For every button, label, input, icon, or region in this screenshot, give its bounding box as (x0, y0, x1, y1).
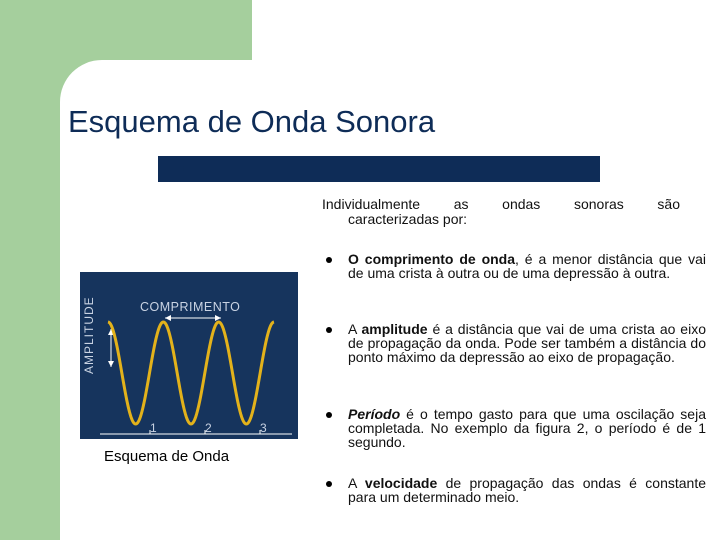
slide-title: Esquema de Onda Sonora (68, 104, 436, 139)
tick-label-2: 2 (205, 421, 212, 435)
figure-caption: Esquema de Onda (104, 448, 230, 465)
bullet-dot (326, 257, 332, 263)
wave-diagram-background (80, 272, 298, 439)
bullet-wavelength (322, 252, 706, 280)
bullet-amplitude (322, 322, 706, 364)
title-bar-rounded-end (158, 156, 184, 182)
green-side-band (0, 0, 60, 540)
tick-label-3: 3 (260, 421, 267, 435)
bullet-dot (326, 327, 332, 333)
title-underline-bar (158, 156, 600, 182)
bullet-text: de propagação das ondas é constante para um determinado meio. (348, 475, 706, 505)
term-amplitude: amplitude (361, 321, 428, 337)
bullet-velocity (322, 476, 706, 504)
bullet-dot (326, 481, 332, 487)
term-period: Período (348, 406, 401, 422)
wave-diagram (80, 272, 298, 439)
term-wavelength: O comprimento de onda (348, 251, 516, 267)
bullet-text: é a distância que vai de uma crista ao eixo de propagação da onda. Pode ser também a distância do ponto máximo da depressão ao eixo de propagação. (348, 321, 706, 365)
text-content (322, 196, 706, 505)
wavelength-label: COMPRIMENTO (140, 300, 241, 314)
bullet-lead: A (348, 475, 365, 491)
bullet-lead: A (348, 321, 362, 337)
bullet-text: é o tempo gasto para que uma oscilação seja completada. No exemplo da figura 2, o período é de 1 segundo. (348, 406, 706, 450)
intro-line-2: caracterizadas por: (348, 211, 468, 227)
amplitude-axis-label: AMPLITUDE (82, 296, 96, 374)
bullet-text: , é a menor distância que vai de uma crista à outra ou de uma depressão à outra. (348, 251, 706, 281)
intro-line-1: Individualmente as ondas sonoras são (322, 196, 680, 212)
tick-label-1: 1 (150, 421, 157, 435)
term-velocity: velocidade (364, 475, 438, 491)
bullet-dot (326, 412, 332, 418)
bullet-period (322, 407, 706, 449)
